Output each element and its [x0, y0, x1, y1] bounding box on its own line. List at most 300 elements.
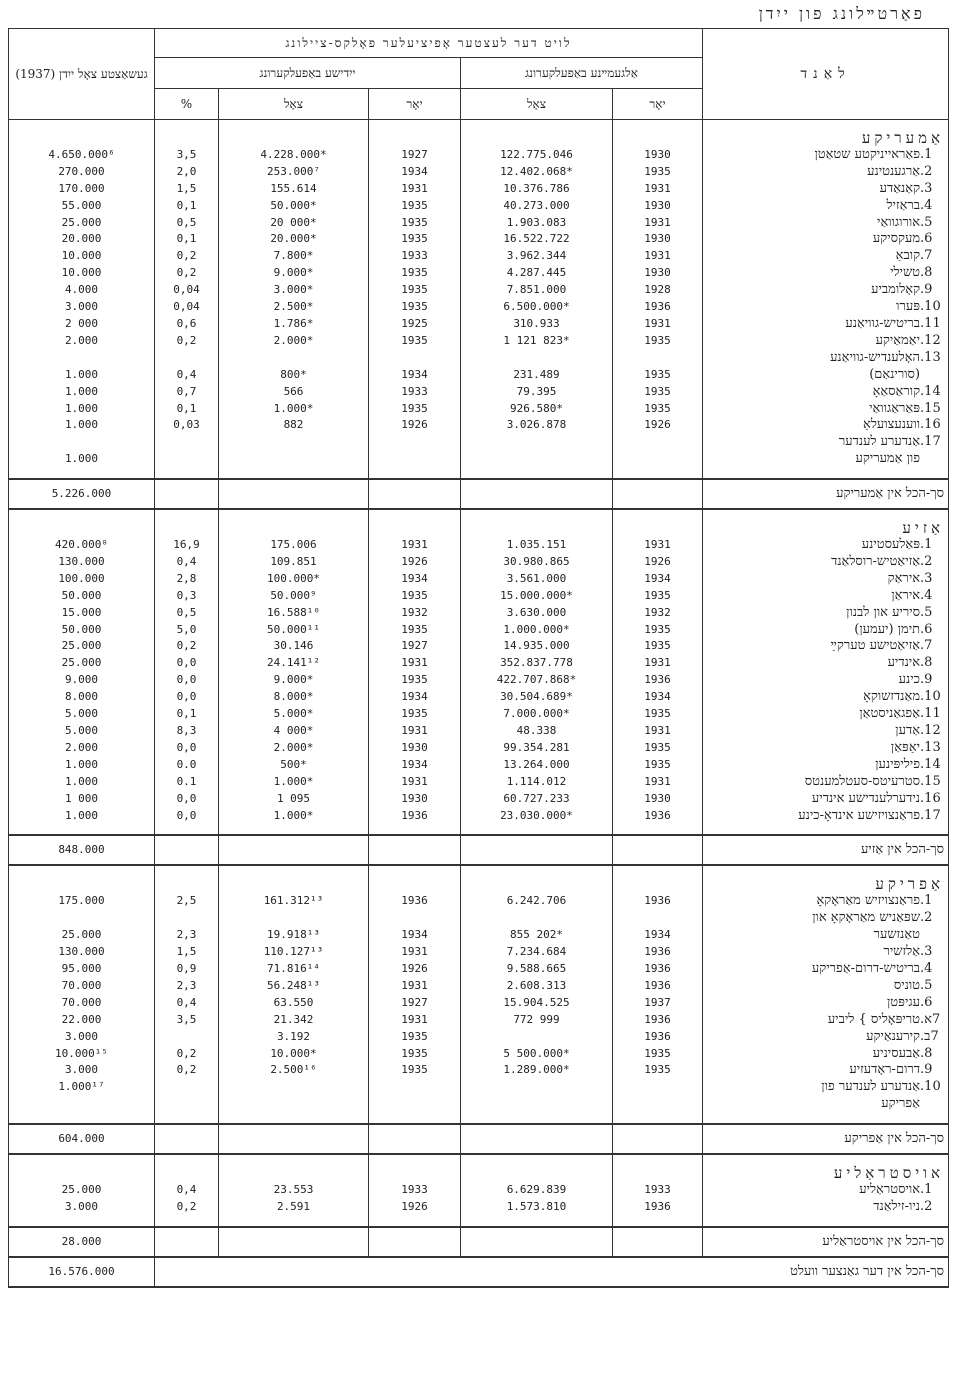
header-general-pop: אַלגעמײנע באַפעלקערונג — [461, 58, 703, 89]
country-cell — [703, 689, 949, 706]
estimated-total: 3.000 — [9, 299, 155, 316]
table-row — [9, 893, 949, 910]
country-cell — [703, 622, 949, 639]
row-index: 3. — [920, 570, 933, 586]
jewish-number: 566 — [219, 384, 369, 401]
spacer-cell — [155, 835, 219, 865]
spacer-cell — [461, 520, 613, 537]
table-row — [9, 282, 949, 299]
continent-sum-label: סך-הכל אין אַמעריקע — [703, 479, 949, 509]
general-year: 1935 — [613, 622, 703, 639]
jewish-year: 1935 — [369, 622, 461, 639]
general-year: 1931 — [613, 248, 703, 265]
jewish-year: 1933 — [369, 1182, 461, 1199]
general-year: 1935 — [613, 367, 703, 384]
row-index: 10. — [920, 299, 941, 315]
spacer-cell — [613, 824, 703, 835]
general-number: 1.289.000* — [461, 1062, 613, 1079]
row-index: 7. — [920, 248, 933, 264]
jewish-number: 4 000* — [219, 723, 369, 740]
jewish-percent: 2,8 — [155, 571, 219, 588]
table-row — [9, 1012, 949, 1029]
estimated-total: 1.000 — [9, 451, 155, 468]
jewish-percent: 0,2 — [155, 1062, 219, 1079]
country-name: טשילי — [890, 265, 921, 281]
country-name: אַזיאַטישע טערקײַ — [830, 638, 921, 654]
jewish-percent: 2,3 — [155, 927, 219, 944]
general-number: 5 500.000* — [461, 1046, 613, 1063]
spacer-cell — [613, 865, 703, 876]
spacer-cell — [461, 1113, 613, 1124]
jewish-year: 1933 — [369, 384, 461, 401]
general-year: 1930 — [613, 791, 703, 808]
country-name: ווענעצועלאַ — [863, 417, 921, 433]
spacer-cell — [219, 865, 369, 876]
continent-sum-row — [9, 1227, 949, 1257]
table-row — [9, 248, 949, 265]
table-row — [9, 384, 949, 401]
jewish-number: 253.000⁷ — [219, 164, 369, 181]
country-cell — [703, 367, 949, 384]
table-row — [9, 367, 949, 384]
estimated-total: 2 000 — [9, 316, 155, 333]
estimated-total: 22.000 — [9, 1012, 155, 1029]
jewish-percent: 16,9 — [155, 537, 219, 554]
country-cell — [703, 554, 949, 571]
estimated-total: 2.000 — [9, 333, 155, 350]
row-index: 3. — [920, 944, 933, 960]
general-number: 122.775.046 — [461, 147, 613, 164]
row-index: 7. — [920, 638, 933, 654]
general-year: 1935 — [613, 333, 703, 350]
spacer-cell — [613, 509, 703, 520]
general-year — [613, 910, 703, 927]
general-number: 79.395 — [461, 384, 613, 401]
table-row — [9, 706, 949, 723]
jewish-year: 1932 — [369, 605, 461, 622]
spacer-cell — [613, 479, 703, 509]
country-name: סטרעיטס-סעטלמענטס — [804, 773, 921, 789]
spacer-cell — [613, 1216, 703, 1227]
spacer-cell — [219, 520, 369, 537]
general-number: 7.234.684 — [461, 944, 613, 961]
general-year: 1936 — [613, 299, 703, 316]
country-cell — [703, 384, 949, 401]
spacer-cell — [9, 1113, 155, 1124]
country-cell — [703, 588, 949, 605]
table-row — [9, 622, 949, 639]
spacer-cell — [613, 835, 703, 865]
header-jew-year: יאָר — [369, 89, 461, 120]
estimated-total: 25.000 — [9, 638, 155, 655]
grand-total-row — [9, 1257, 949, 1287]
table-row — [9, 740, 949, 757]
table-row — [9, 672, 949, 689]
country-cell — [703, 1079, 949, 1096]
estimated-total: 70.000 — [9, 978, 155, 995]
general-number: 10.376.786 — [461, 181, 613, 198]
jewish-number: 8.000* — [219, 689, 369, 706]
spacer-cell — [703, 1113, 949, 1124]
spacer-cell — [461, 1165, 613, 1182]
jewish-number: 30.146 — [219, 638, 369, 655]
country-cell — [703, 181, 949, 198]
spacer-cell — [9, 468, 155, 479]
spacer-cell — [9, 509, 155, 520]
jewish-number: 19.918¹³ — [219, 927, 369, 944]
jewish-year: 1930 — [369, 791, 461, 808]
jewish-year: 1931 — [369, 978, 461, 995]
general-year: 1930 — [613, 198, 703, 215]
estimated-total: 2.000 — [9, 740, 155, 757]
spacer-cell — [369, 1216, 461, 1227]
continent-sum-row — [9, 835, 949, 865]
estimated-total: 25.000 — [9, 927, 155, 944]
general-year: 1935 — [613, 164, 703, 181]
country-name: אַזיאַטיש-רוסלאַנד — [831, 553, 921, 569]
estimated-total: 1.000 — [9, 757, 155, 774]
spacer-cell — [613, 468, 703, 479]
continent-sum-label: סך-הכל אין אַזיע — [703, 835, 949, 865]
country-name: אורוגוואַי — [877, 214, 921, 230]
row-index: 9. — [920, 1062, 933, 1078]
spacer-cell — [219, 479, 369, 509]
country-name: פאַראייניקטע שטאַטן — [814, 146, 921, 162]
general-year: 1935 — [613, 638, 703, 655]
jewish-year — [369, 910, 461, 927]
country-cell — [703, 434, 949, 451]
jewish-number: 9.000* — [219, 265, 369, 282]
jewish-number: 5.000* — [219, 706, 369, 723]
country-name: טאַנזשער — [873, 927, 921, 943]
header-gen-year: יאָר — [613, 89, 703, 120]
jewish-percent — [155, 1029, 219, 1046]
jewish-year: 1935 — [369, 231, 461, 248]
spacer-cell — [155, 1165, 219, 1182]
country-cell — [703, 808, 949, 825]
jewish-year: 1931 — [369, 944, 461, 961]
general-number: 1.035.151 — [461, 537, 613, 554]
jewish-number: 100.000* — [219, 571, 369, 588]
spacer-cell — [369, 120, 461, 131]
table-row — [9, 978, 949, 995]
jewish-number: 20.000* — [219, 231, 369, 248]
general-number: 310.933 — [461, 316, 613, 333]
jewish-year: 1936 — [369, 893, 461, 910]
country-name: כינע — [898, 672, 921, 688]
general-year: 1931 — [613, 655, 703, 672]
country-cell — [703, 1046, 949, 1063]
country-name: פּאַלעסטינע — [861, 537, 921, 553]
country-name: אַפגאַניסטאַן — [859, 706, 921, 722]
country-cell — [703, 299, 949, 316]
country-cell — [703, 282, 949, 299]
general-number: 1.573.810 — [461, 1199, 613, 1216]
spacer-cell — [369, 1124, 461, 1154]
jewish-year: 1934 — [369, 689, 461, 706]
jewish-year: 1935 — [369, 588, 461, 605]
jewish-number — [219, 350, 369, 367]
spacer-cell — [369, 130, 461, 147]
spacer-cell — [369, 1227, 461, 1257]
jewish-year: 1931 — [369, 537, 461, 554]
jewish-percent — [155, 1079, 219, 1096]
country-cell — [703, 231, 949, 248]
row-index: 11. — [920, 706, 941, 722]
country-cell — [703, 417, 949, 434]
spacer-cell — [155, 1227, 219, 1257]
estimated-total: 3.000 — [9, 1199, 155, 1216]
jewish-number: 71.816¹⁴ — [219, 961, 369, 978]
country-cell — [703, 1096, 949, 1113]
spacer-cell — [613, 1154, 703, 1165]
estimated-total: 8.000 — [9, 689, 155, 706]
general-year: 1936 — [613, 672, 703, 689]
jewish-year: 1931 — [369, 181, 461, 198]
row-index: 8. — [920, 655, 933, 671]
country-name: בריטיש-דרום-אַפריקע — [811, 960, 921, 976]
row-index: 10. — [920, 689, 941, 705]
spacer-cell — [219, 835, 369, 865]
country-cell — [703, 723, 949, 740]
country-cell — [703, 265, 949, 282]
row-index: 4. — [920, 960, 933, 976]
spacer-cell — [155, 520, 219, 537]
spacer-cell — [613, 876, 703, 893]
jewish-year — [369, 1079, 461, 1096]
country-cell — [703, 995, 949, 1012]
country-cell — [703, 961, 949, 978]
jewish-percent: 1,5 — [155, 181, 219, 198]
row-index: 4. — [920, 197, 933, 213]
spacer-cell — [369, 520, 461, 537]
country-cell — [703, 164, 949, 181]
jewish-year: 1935 — [369, 198, 461, 215]
jewish-year: 1931 — [369, 655, 461, 672]
grand-total-label: סך-הכל אין דער גאַנצער וועלט — [155, 1257, 949, 1287]
estimated-total: 5.000 — [9, 706, 155, 723]
estimated-total: 25.000 — [9, 1182, 155, 1199]
jewish-year: 1925 — [369, 316, 461, 333]
general-number: 7.851.000 — [461, 282, 613, 299]
estimated-total: 50.000 — [9, 588, 155, 605]
jewish-year: 1927 — [369, 638, 461, 655]
estimated-total: 3.000 — [9, 1062, 155, 1079]
spacer-cell — [219, 1154, 369, 1165]
estimated-total — [9, 434, 155, 451]
country-cell — [703, 350, 949, 367]
jewish-year — [369, 451, 461, 468]
continent-sum-row — [9, 479, 949, 509]
spacer-cell — [9, 1216, 155, 1227]
estimated-total: 55.000 — [9, 198, 155, 215]
country-name: עגיפּטן — [886, 994, 921, 1010]
table-row — [9, 774, 949, 791]
general-year: 1930 — [613, 231, 703, 248]
row-index: 1. — [920, 146, 933, 162]
spacer-cell — [461, 468, 613, 479]
spacer-cell — [703, 865, 949, 876]
country-name: אַבעסיניע — [872, 1045, 921, 1061]
general-year: 1936 — [613, 893, 703, 910]
country-name: בריטיש-גוויאַנע — [845, 315, 921, 331]
table-row — [9, 333, 949, 350]
table-row — [9, 927, 949, 944]
country-cell — [703, 147, 949, 164]
general-number: 1.903.083 — [461, 215, 613, 232]
jewish-year: 1933 — [369, 248, 461, 265]
table-row — [9, 434, 949, 451]
jewish-year: 1935 — [369, 1046, 461, 1063]
spacer-cell — [703, 824, 949, 835]
estimated-total — [9, 350, 155, 367]
jewish-percent: 0,04 — [155, 299, 219, 316]
row-index: 1. — [920, 893, 933, 909]
table-row — [9, 147, 949, 164]
jewish-year: 1935 — [369, 333, 461, 350]
general-year: 1935 — [613, 1062, 703, 1079]
general-number: 15.000.000* — [461, 588, 613, 605]
country-name: פראַנצויזיש מאַראָקאָ — [816, 893, 921, 909]
header-percent: % — [155, 89, 219, 120]
country-name: טריפּאָליס } ליביע — [827, 1011, 921, 1027]
estimated-total — [9, 1096, 155, 1113]
country-name: שפּאַניש מאַראָקאָ און — [812, 910, 921, 926]
table-row — [9, 808, 949, 825]
country-cell — [703, 1199, 949, 1216]
general-number: 30.980.865 — [461, 554, 613, 571]
jewish-number: 2.591 — [219, 1199, 369, 1216]
table-row — [9, 961, 949, 978]
estimated-total: 1.000 — [9, 808, 155, 825]
jewish-year: 1936 — [369, 808, 461, 825]
country-cell — [703, 910, 949, 927]
spacer-cell — [155, 1124, 219, 1154]
estimated-total: 170.000 — [9, 181, 155, 198]
general-number: 3.630.000 — [461, 605, 613, 622]
country-name: יאַמאַיקע — [875, 332, 921, 348]
general-year: 1928 — [613, 282, 703, 299]
header-gen-number: צאָל — [461, 89, 613, 120]
general-year: 1936 — [613, 808, 703, 825]
spacer-cell — [369, 824, 461, 835]
jewish-percent: 0.1 — [155, 774, 219, 791]
row-index: 1. — [920, 537, 933, 553]
population-table — [8, 28, 949, 1288]
general-year: 1934 — [613, 689, 703, 706]
country-name: אַנדערע לענדער פון — [821, 1079, 921, 1095]
country-name: קוראַסאַאָ — [872, 383, 921, 399]
general-year: 1936 — [613, 978, 703, 995]
jewish-number: 3.192 — [219, 1029, 369, 1046]
country-cell — [703, 978, 949, 995]
spacer-cell — [219, 1216, 369, 1227]
jewish-year: 1926 — [369, 417, 461, 434]
country-cell — [703, 451, 949, 468]
jewish-percent: 0,0 — [155, 655, 219, 672]
country-name: קאָלומביע — [871, 282, 921, 298]
table-row — [9, 995, 949, 1012]
jewish-number: 2.000* — [219, 740, 369, 757]
table-row — [9, 350, 949, 367]
country-cell — [703, 638, 949, 655]
general-year: 1931 — [613, 723, 703, 740]
row-index: 9. — [920, 672, 933, 688]
country-name: (סורינאַם) — [869, 366, 921, 382]
estimated-total: 9.000 — [9, 672, 155, 689]
spacer-cell — [369, 835, 461, 865]
general-number: 40.273.000 — [461, 198, 613, 215]
general-number: 99.354.281 — [461, 740, 613, 757]
general-number: 352.837.778 — [461, 655, 613, 672]
estimated-total: 1.000 — [9, 774, 155, 791]
jewish-percent: 8,3 — [155, 723, 219, 740]
country-name: אַפריקע — [881, 1096, 921, 1112]
country-cell — [703, 757, 949, 774]
spacer-cell — [461, 509, 613, 520]
country-name: מעקסיקע — [872, 231, 921, 247]
general-number — [461, 434, 613, 451]
jewish-number: 4.228.000* — [219, 147, 369, 164]
country-cell — [703, 927, 949, 944]
general-year: 1931 — [613, 537, 703, 554]
estimated-total: 4.000 — [9, 282, 155, 299]
general-number: 2.608.313 — [461, 978, 613, 995]
continent-sum-total: 28.000 — [9, 1227, 155, 1257]
table-row — [9, 451, 949, 468]
spacer-cell — [155, 468, 219, 479]
spacer-cell — [369, 1154, 461, 1165]
spacer-cell — [461, 130, 613, 147]
general-year: 1926 — [613, 554, 703, 571]
jewish-percent: 0,2 — [155, 333, 219, 350]
spacer-cell — [155, 509, 219, 520]
spacer-cell — [461, 824, 613, 835]
estimated-total: 3.000 — [9, 1029, 155, 1046]
general-number: 15.904.525 — [461, 995, 613, 1012]
general-number: 231.489 — [461, 367, 613, 384]
spacer-cell — [369, 479, 461, 509]
country-name: אַלזשיר — [883, 944, 921, 960]
row-index: 6. — [920, 994, 933, 1010]
country-name: פראַנצויזישע אינדאָ-כינע — [798, 807, 921, 823]
general-year: 1935 — [613, 706, 703, 723]
spacer-cell — [613, 1165, 703, 1182]
header-jew-number: צאָל — [219, 89, 369, 120]
general-year: 1931 — [613, 316, 703, 333]
jewish-number — [219, 1096, 369, 1113]
general-number: 14.935.000 — [461, 638, 613, 655]
continent-sum-total: 848.000 — [9, 835, 155, 865]
country-cell — [703, 215, 949, 232]
jewish-number: 50.000¹¹ — [219, 622, 369, 639]
estimated-total: 4.650.000⁶ — [9, 147, 155, 164]
country-cell — [703, 655, 949, 672]
row-index: 2. — [920, 163, 933, 179]
jewish-percent: 3,5 — [155, 147, 219, 164]
estimated-total: 10.000 — [9, 248, 155, 265]
general-year: 1936 — [613, 1012, 703, 1029]
jewish-number: 9.000* — [219, 672, 369, 689]
country-name: דרום-ראָדעזיע — [849, 1062, 921, 1078]
row-index: 14. — [920, 383, 941, 399]
estimated-total: 10.000 — [9, 265, 155, 282]
table-row — [9, 181, 949, 198]
general-number: 422.707.868* — [461, 672, 613, 689]
jewish-percent: 0,2 — [155, 1199, 219, 1216]
country-name: תימן (יעמען) — [854, 621, 921, 637]
jewish-year: 1935 — [369, 215, 461, 232]
